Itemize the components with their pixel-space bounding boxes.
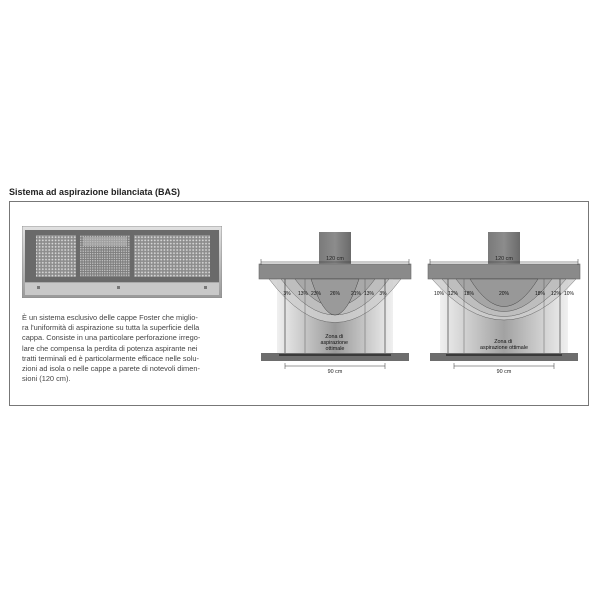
description-text: È un sistema esclusivo delle cappe Foster che miglio- ra l'uniformità di aspirazione su tutta la superficie della cappa. Consiste in una particolare perforazione irrego- lare che compensa la perdita di potenza aspirante nei tratti terminali ed è particolarmente efficace nelle solu- zioni ad isola o nelle cappe a parete di notevoli dimen- sioni (120 cm). (22, 313, 201, 384)
percent-label: 10% (433, 291, 445, 297)
cooktop-width-label: 90 cm (496, 369, 512, 375)
hood-body (428, 264, 580, 279)
hood-width-label: 120 cm (495, 256, 513, 262)
cooktop-width-label: 90 cm (327, 369, 343, 375)
percent-label: 13% (297, 291, 309, 297)
percent-label: 3% (283, 291, 291, 297)
diagram-standard-hood (255, 226, 415, 376)
percent-label: 18% (463, 291, 475, 297)
percent-label: 12% (447, 291, 459, 297)
hood-body (259, 264, 411, 279)
percent-label: 21% (350, 291, 362, 297)
filter-panel-right (134, 235, 210, 277)
percent-label: 12% (550, 291, 562, 297)
percent-label: 26% (329, 291, 341, 297)
percent-label: 10% (563, 291, 575, 297)
percent-label: 20% (498, 291, 510, 297)
section-title: Sistema ad aspirazione bilanciata (BAS) (9, 187, 181, 197)
percent-label: 3% (379, 291, 387, 297)
zone-label: Zona di aspirazione ottimale (480, 339, 528, 351)
hood-filter-photo (22, 226, 222, 298)
percent-label: 23% (310, 291, 322, 297)
filter-panel-left (36, 235, 76, 277)
percent-label: 18% (534, 291, 546, 297)
zone-label: Zona di aspirazione ottimale (320, 334, 349, 352)
hood-width-label: 120 cm (326, 256, 344, 262)
diagram-bas-hood (424, 226, 584, 376)
percent-label: 13% (363, 291, 375, 297)
